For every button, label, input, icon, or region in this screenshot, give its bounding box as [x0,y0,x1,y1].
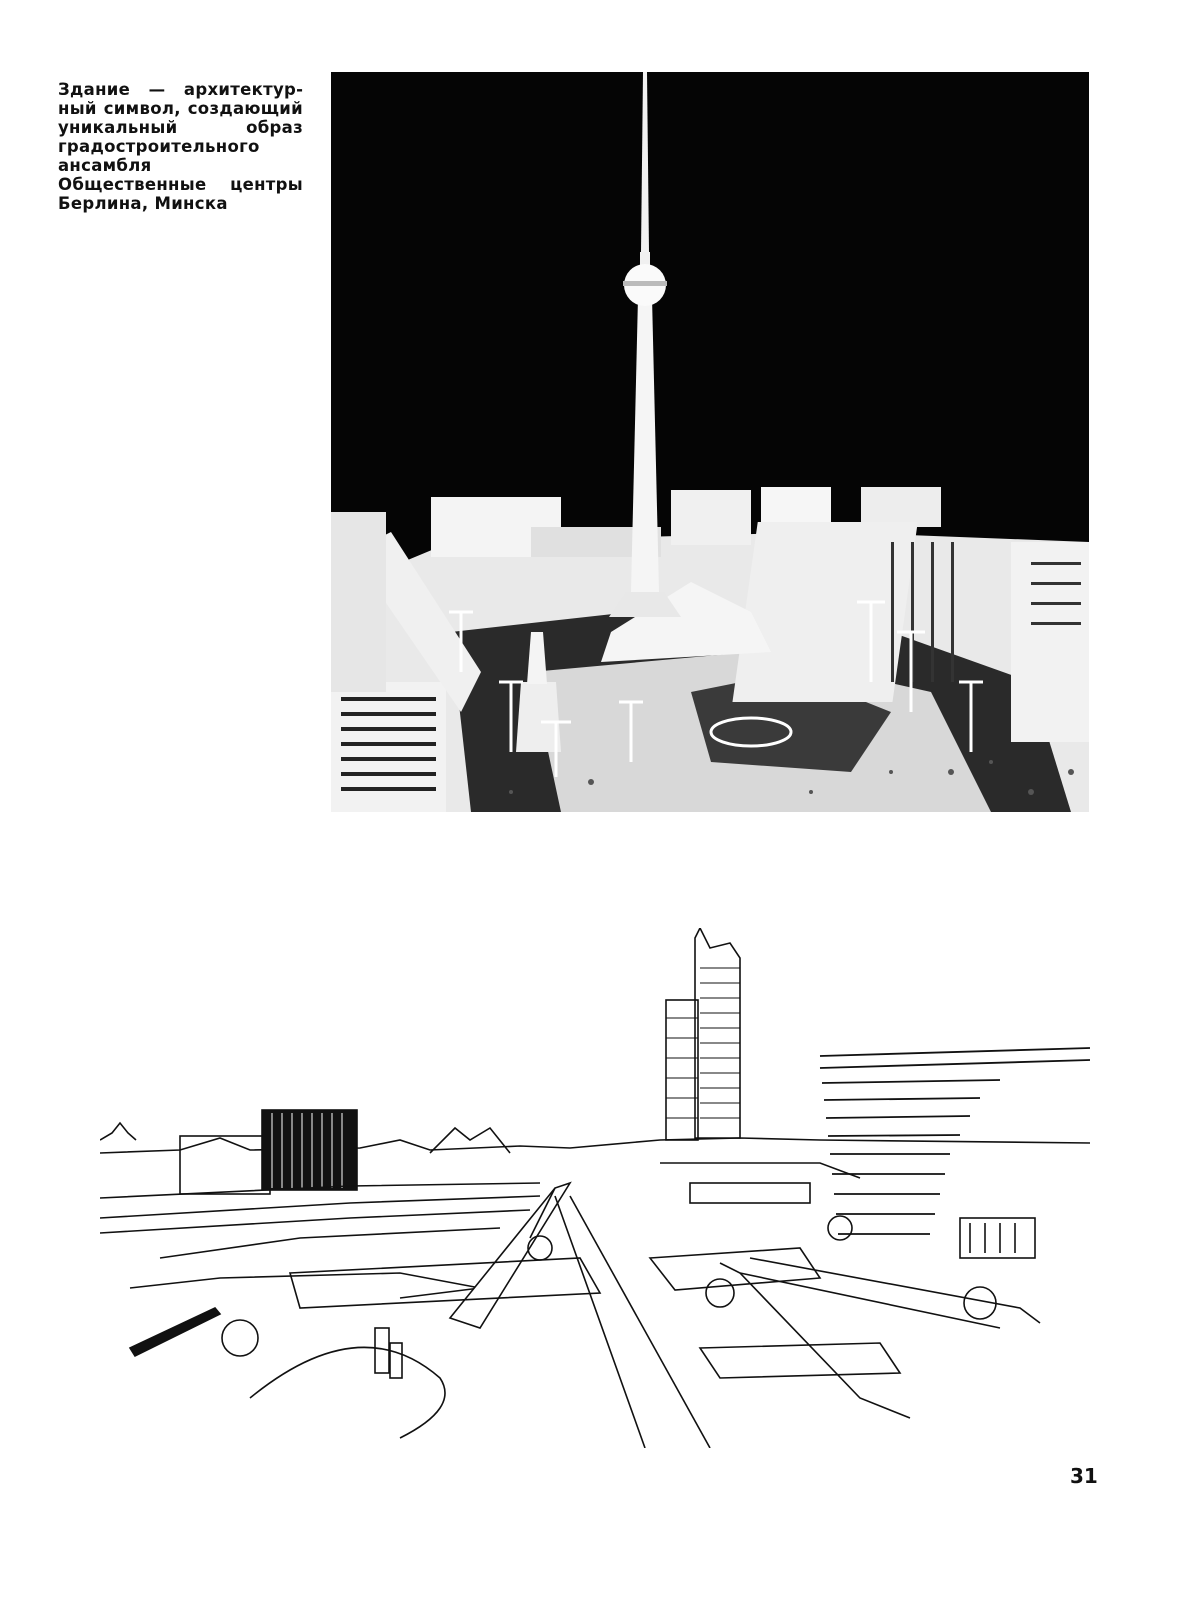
tv-tower-model-image [331,72,1089,812]
caption-paragraph-1: Здание — архитектурный символ, создающий уникальный образ градостроительного ансамбля [58,80,303,175]
caption-paragraph-2: Общественные центры Берлина, Минска [58,175,303,213]
city-center-line-drawing [100,928,1090,1448]
page-number: 31 [1070,1464,1098,1488]
minsk-center-drawing [100,928,1090,1448]
berlin-center-photo [331,72,1089,812]
figure-caption [58,80,303,213]
